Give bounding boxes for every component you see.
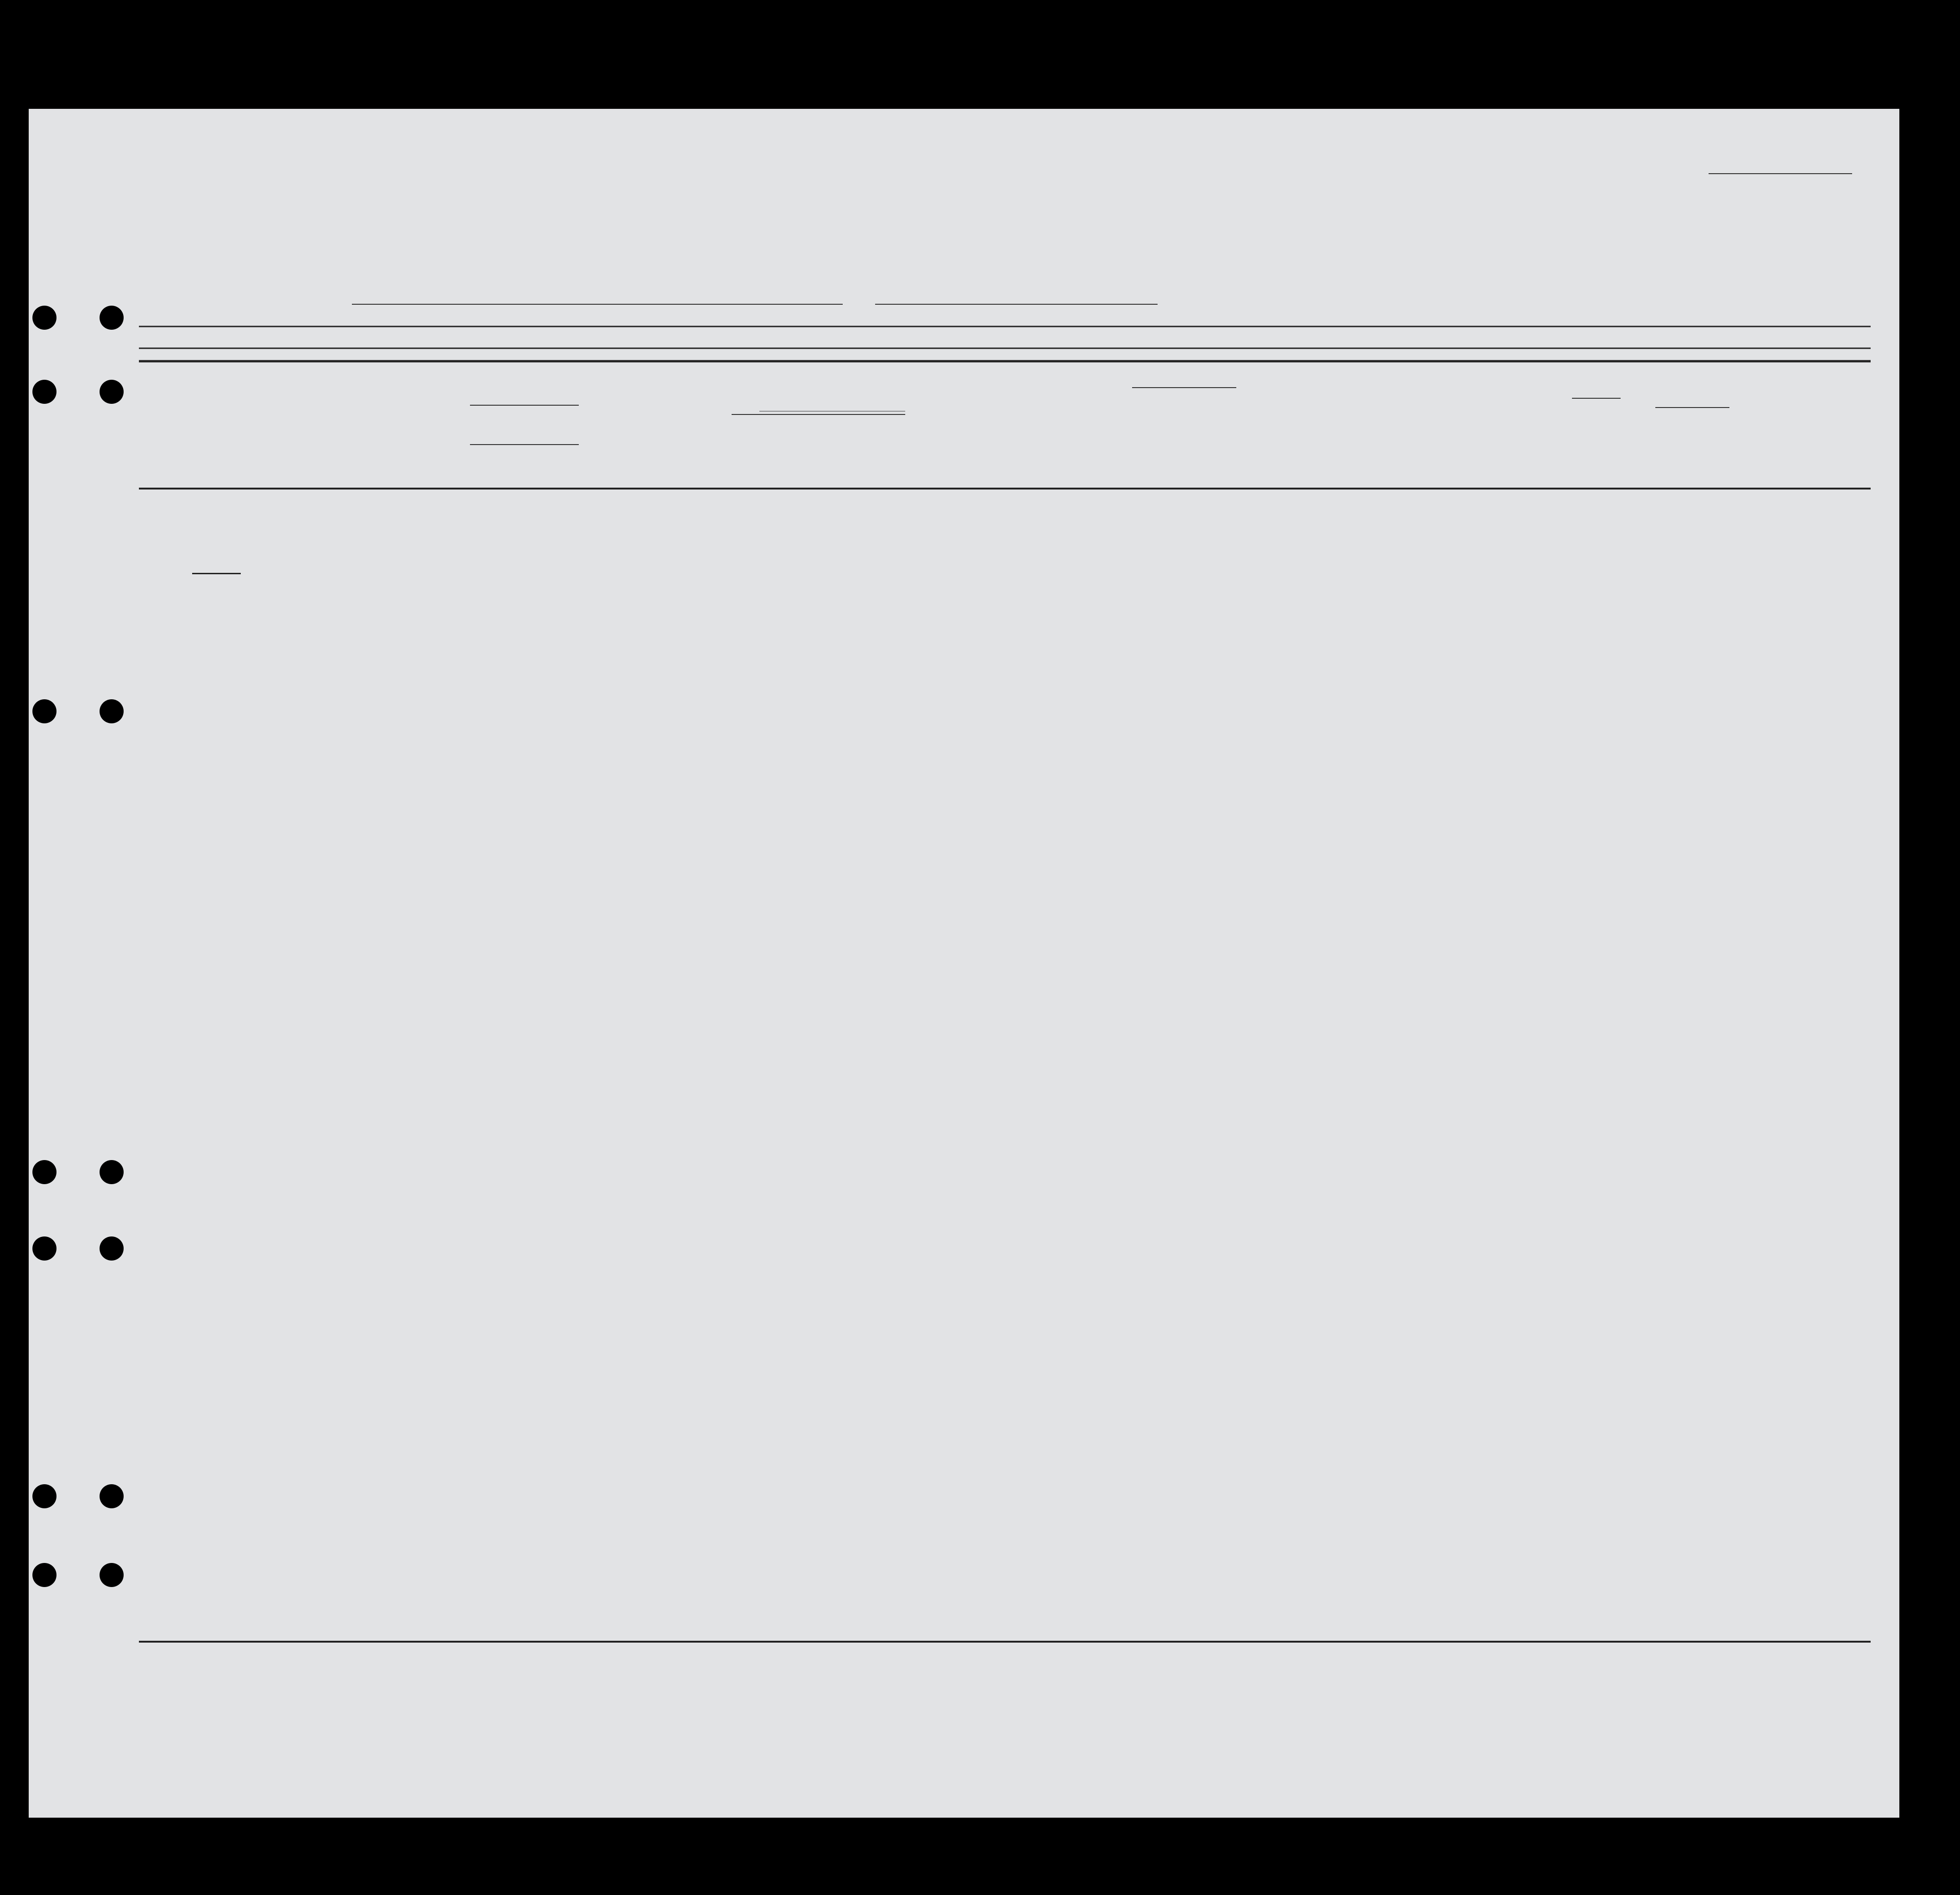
header-anarchist — [1299, 364, 1317, 484]
header-citizen — [1206, 387, 1234, 484]
header-inches — [1597, 438, 1618, 484]
header-q29 — [1378, 364, 1408, 484]
header-prison — [1239, 364, 1269, 484]
header-return — [1134, 387, 1165, 484]
header-q31 — [1439, 364, 1465, 484]
header-length-stay — [1169, 387, 1202, 484]
entry2-strikethrough — [192, 573, 241, 574]
header-feet — [1574, 438, 1595, 484]
header-ticket — [580, 361, 603, 484]
header-polygamist — [1276, 364, 1294, 484]
header-q30 — [1412, 364, 1438, 484]
header-money — [698, 361, 726, 484]
header-q28 — [1327, 364, 1375, 484]
